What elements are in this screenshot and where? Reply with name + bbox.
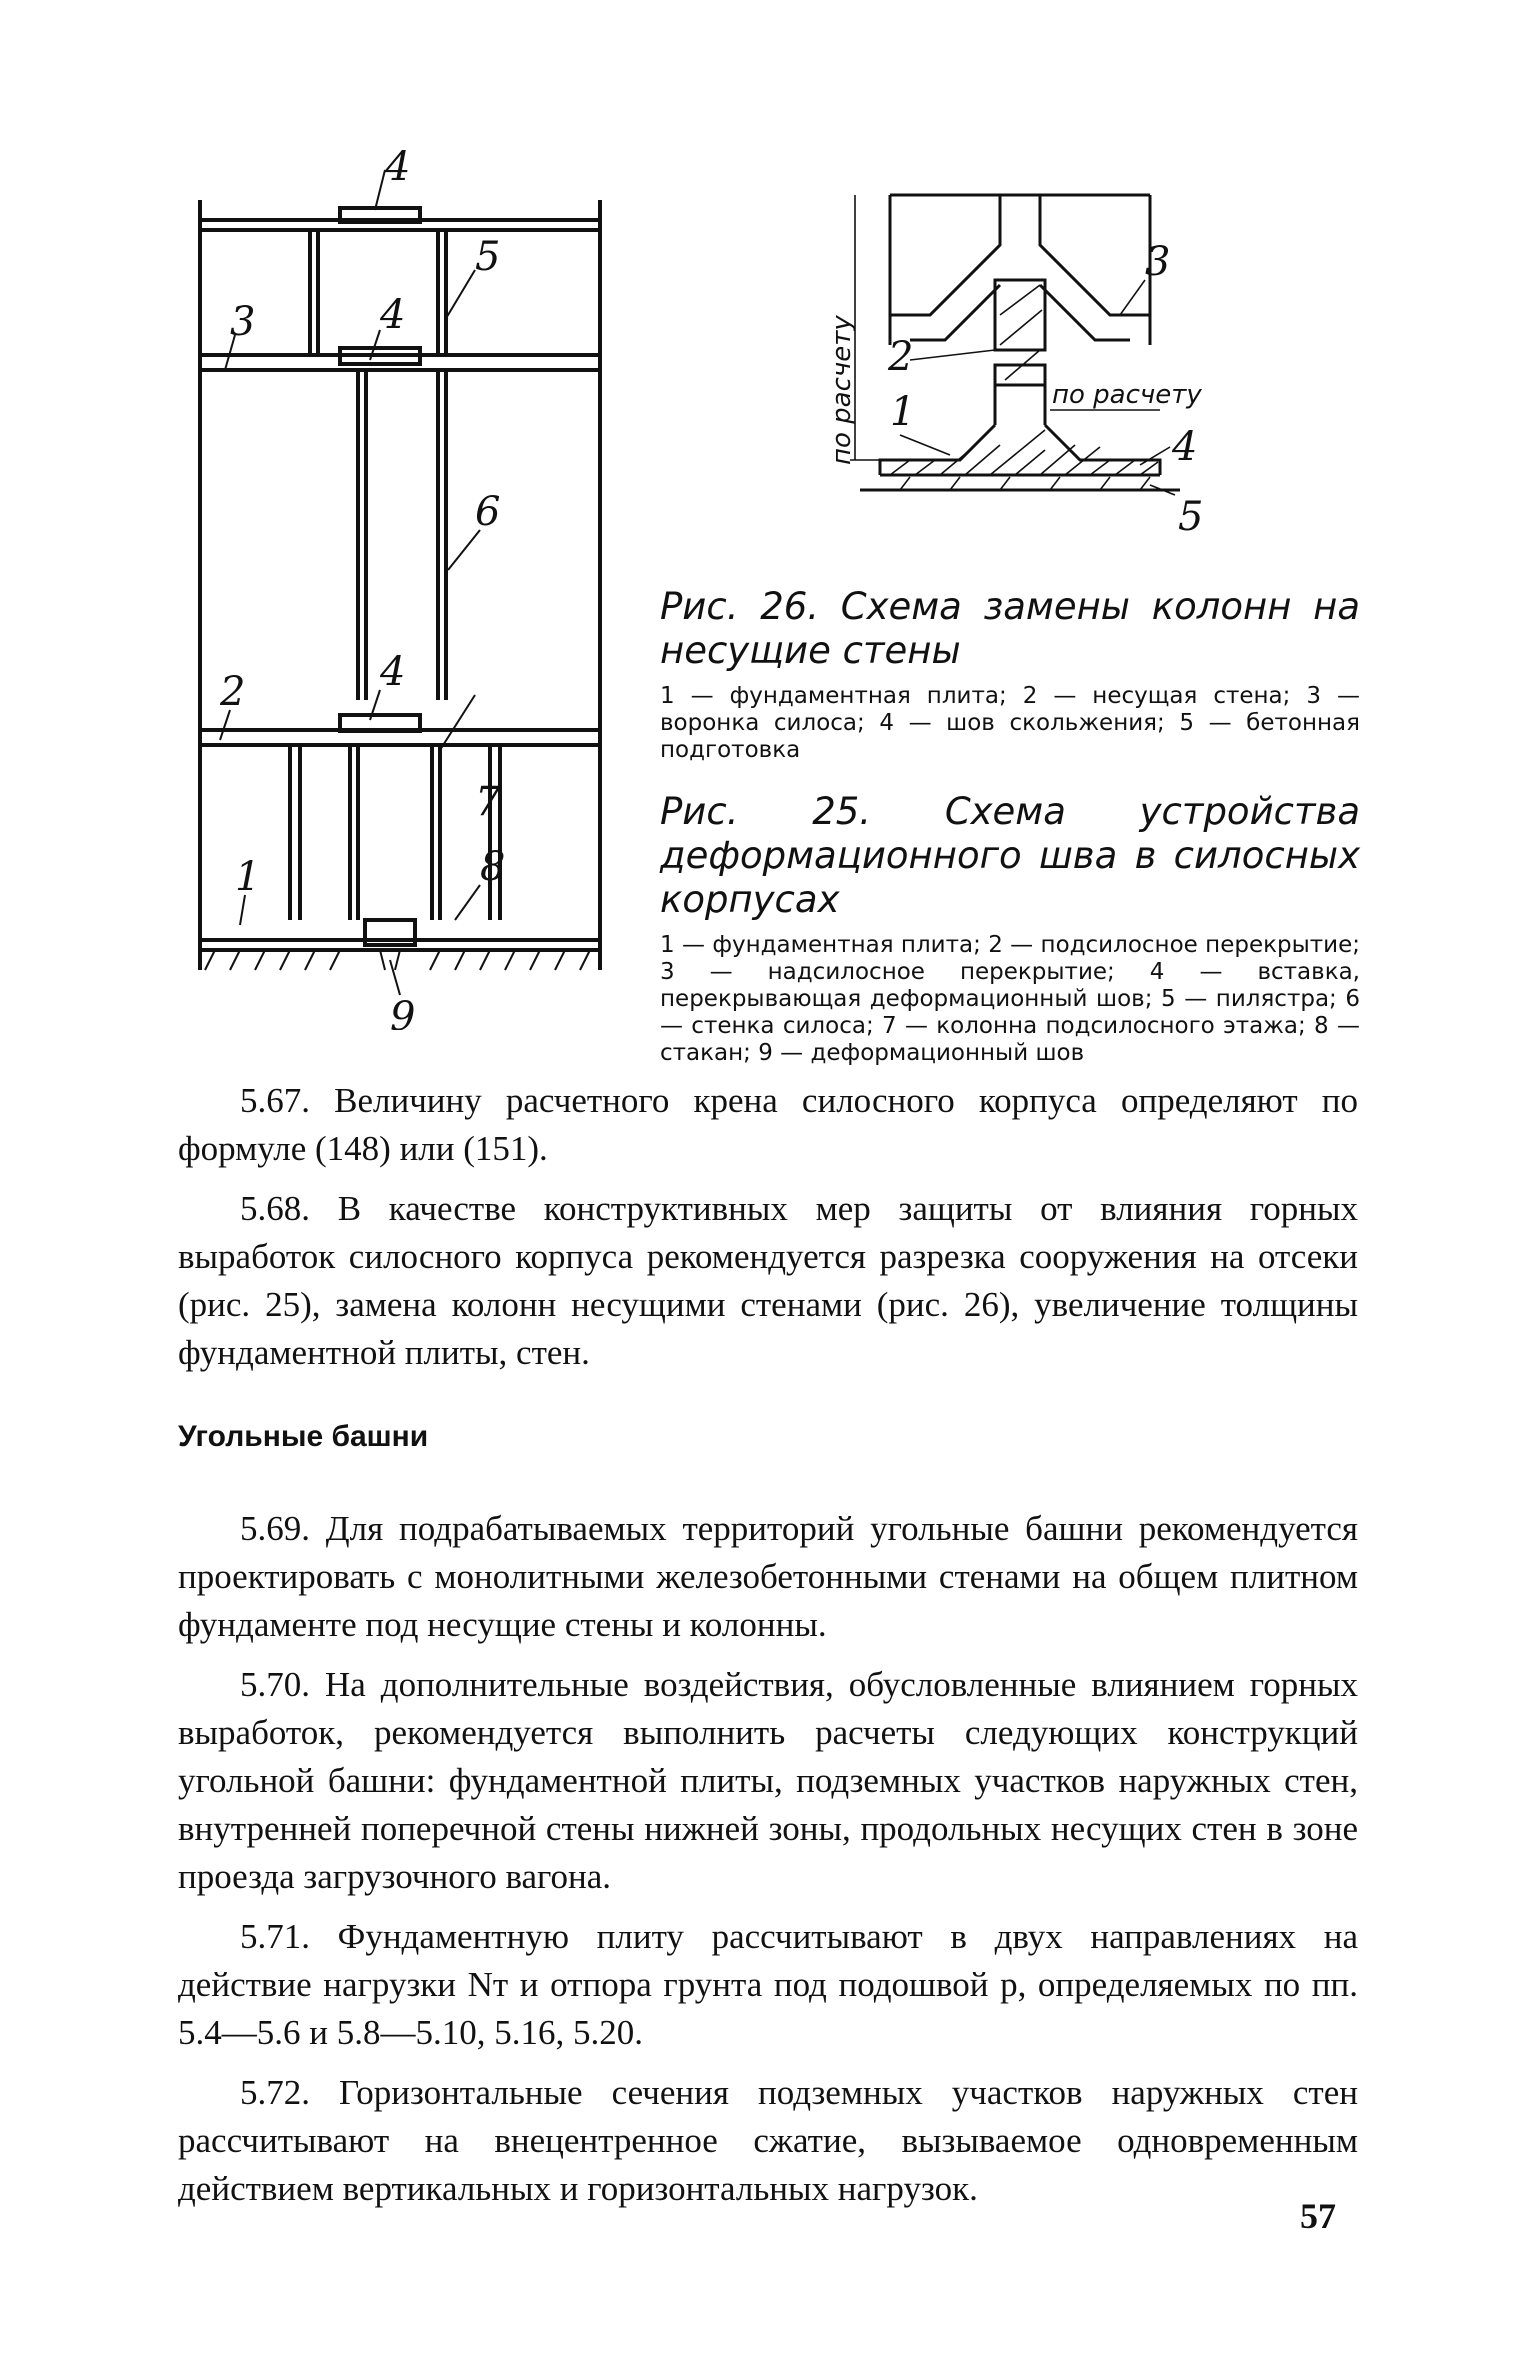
paragraph-5-72: 5.72. Горизонтальные сечения подземных участков наружных стен рассчитывают на внецентренное сжатие, вызываемое одновременным действием вертикальных и горизонтальных нагрузок. — [178, 2073, 1358, 2208]
fig25-label-1: 1 — [235, 854, 261, 900]
fig26-dim-left: по расчету — [827, 315, 857, 465]
fig25-label-9: 9 — [390, 994, 416, 1030]
figure-25-caption — [660, 790, 1360, 1067]
fig25-label-5: 5 — [475, 234, 501, 280]
figure-26-legend: 1 — фундаментная плита; 2 — несущая стена; 3 — воронка силоса; 4 — шов скольжения; 5 — бетонная подготовка — [660, 683, 1360, 763]
text-block-bottom — [178, 1505, 1358, 2225]
fig25-label-4-mid: 4 — [380, 292, 406, 338]
paragraph-5-71: 5.71. Фундаментную плиту рассчитывают в двух направлениях на действие нагрузки Nт и отпора грунта под подошвой p, определяемых по пп. 5.4—5.6 и 5.8—5.10, 5.16, 5.20. — [178, 1917, 1358, 2052]
fig26-dim-right: по расчету — [1052, 380, 1202, 410]
paragraph-5-67: 5.67. Величину расчетного крена силосного корпуса определяют по формуле (148) или (151). — [178, 1081, 1358, 1168]
figure-26-caption — [660, 585, 1360, 764]
figure-25-drawing — [190, 150, 610, 1030]
fig26-label-4: 4 — [1172, 424, 1198, 470]
paragraph-5-69: 5.69. Для подрабатываемых территорий угольные башни рекомендуется проектировать с монолитными железобетонными стенами на общем плитном фундаменте под несущие стены и колонны. — [178, 1509, 1358, 1644]
fig26-label-1: 1 — [890, 389, 916, 435]
fig25-label-3: 3 — [230, 299, 256, 345]
fig26-label-5: 5 — [1178, 494, 1204, 540]
fig25-label-4-top: 4 — [385, 150, 411, 190]
fig25-label-4-low: 4 — [380, 649, 406, 695]
section-heading: Угольные башни — [178, 1420, 429, 1453]
paragraph-5-68: 5.68. В качестве конструктивных мер защиты от влияния горных выработок силосного корпуса рекомендуется разрезка сооружения на отсеки (рис. 25), замена колонн несущими стенами (рис. 26), увеличение толщины фундаментной плиты, стен. — [178, 1189, 1358, 1372]
paragraph-5-70: 5.70. На дополнительные воздействия, обусловленные влиянием горных выработок, рекомендуется выполнить расчеты следующих конструкций угольной башни: фундаментной плиты, подземных участков наружных стен, внутренней поперечной стены нижней зоны, продольных несущих стен в зоне проезда загрузочного вагона. — [178, 1665, 1358, 1896]
fig25-label-7: 7 — [475, 779, 501, 825]
figure-26-title: Рис. 26. Схема замены колонн на несущие стены — [660, 585, 1360, 672]
fig26-label-2: 2 — [888, 334, 914, 380]
fig25-label-8: 8 — [480, 844, 506, 890]
figure-25-title: Рис. 25. Схема устройства деформационного шва в силосных корпусах — [660, 790, 1360, 921]
text-block-top — [178, 1077, 1358, 1389]
page-number: 57 — [1300, 2196, 1336, 2236]
fig25-label-6: 6 — [475, 489, 501, 535]
fig25-label-2: 2 — [220, 669, 246, 715]
figure-25-legend: 1 — фундаментная плита; 2 — подсилосное перекрытие; 3 — надсилосное перекрытие; 4 — вставка, перекрывающая деформационный шов; 5 — пилястра; 6 — стенка силоса; 7 — колонна подсилосного этажа; 8 — стакан; 9 — деформационный шов — [660, 932, 1360, 1066]
fig26-label-3: 3 — [1145, 239, 1171, 285]
figure-26-drawing — [820, 185, 1280, 555]
